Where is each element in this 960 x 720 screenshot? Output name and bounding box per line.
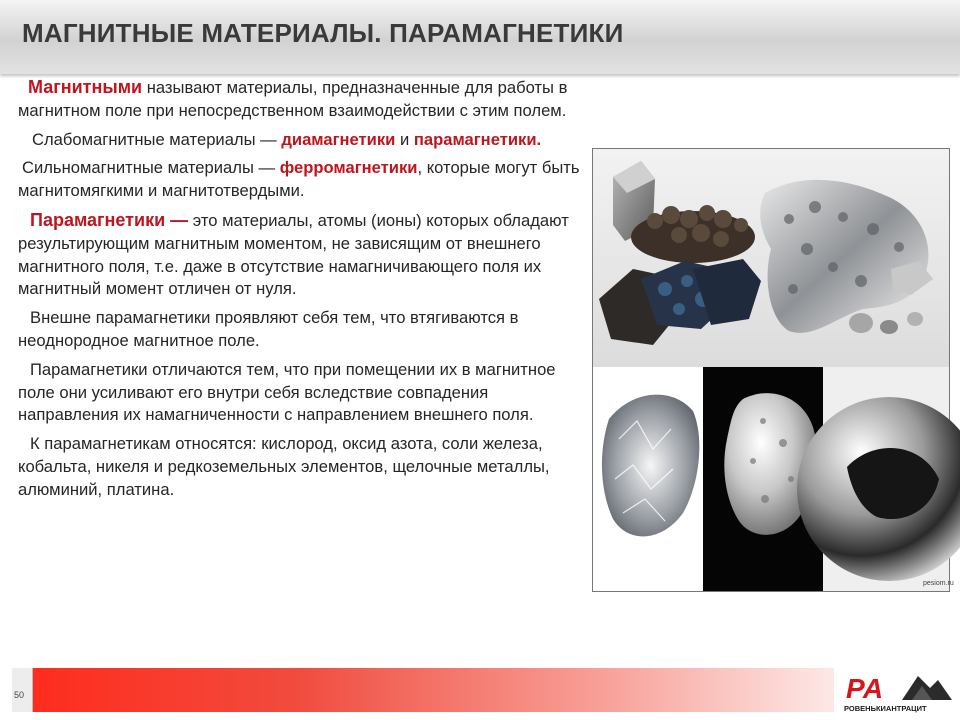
logo-caption: РОВЕНЬКИАНТРАЦИТ bbox=[844, 704, 927, 713]
logo-letters: РА bbox=[846, 673, 884, 704]
paragraph-weak-magnetic bbox=[18, 129, 588, 152]
paragraph-field-enhancement: Парамагнетики отличаются тем, что при помещении их в магнитное поле они усиливают его внутри себя вследствие совпадения направления их намагниченности с направлением внешнего поля. bbox=[18, 359, 556, 425]
term-ferromagnetics: ферромагнетики bbox=[279, 158, 418, 178]
paragraph-attraction: Внешне парамагнетики проявляют себя тем, что втягиваются в неоднородное магнитное поле. bbox=[18, 308, 519, 350]
slide-title: МАГНИТНЫЕ МАТЕРИАЛЫ. ПАРАМАГНЕТИКИ bbox=[22, 18, 624, 48]
strong-lead-text: Сильномагнитные материалы — bbox=[22, 158, 280, 178]
slide-header bbox=[0, 0, 960, 74]
paragraph-definition bbox=[18, 76, 588, 123]
weak-mid-text: и bbox=[395, 129, 414, 149]
definition-text: называют материалы, предназначенные для работы в магнитном поле при непосредственном взаимодействии с этим полем. bbox=[18, 78, 568, 120]
company-logo bbox=[840, 664, 954, 714]
paragraph-strong-magnetic bbox=[18, 157, 588, 203]
materials-photo-collage bbox=[593, 149, 954, 591]
paragraph-examples: К парамагнетикам относятся: кислород, оксид азота, соли железа, кобальта, никеля и редкоземельных элементов, щелочные металлы, алюминий, платина. bbox=[18, 434, 550, 499]
paramagnetics-definition-text: это материалы, атомы (ионы) которых обладают результирующим магнитным моментом, не зависящим от внешнего магнитного поля, т.е. даже в отсутствие намагничивающего поля их магнитный момент отличен от нуля. bbox=[18, 210, 569, 299]
slide-body-text bbox=[18, 76, 588, 508]
term-paramagnetics: парамагнетики. bbox=[413, 129, 542, 149]
term-magnetic: Магнитными bbox=[28, 77, 143, 97]
paramagnetic-materials-photo bbox=[592, 148, 954, 592]
footer-bar bbox=[12, 668, 834, 712]
page-number: 50 bbox=[14, 690, 25, 700]
term-diamagnetics: диамагнетики bbox=[281, 129, 396, 149]
paragraph-paramagnetics-definition bbox=[18, 209, 588, 301]
logo-mark-icon bbox=[840, 664, 954, 714]
term-paramagnetics-heading: Парамагнетики — bbox=[30, 209, 189, 230]
strong-rest-text: , которые могут быть магнитомягкими и магнитотвердыми. bbox=[18, 158, 580, 201]
photo-watermark: pesiom.ru bbox=[923, 580, 954, 587]
weak-lead-text: Слабомагнитные материалы — bbox=[32, 129, 282, 149]
